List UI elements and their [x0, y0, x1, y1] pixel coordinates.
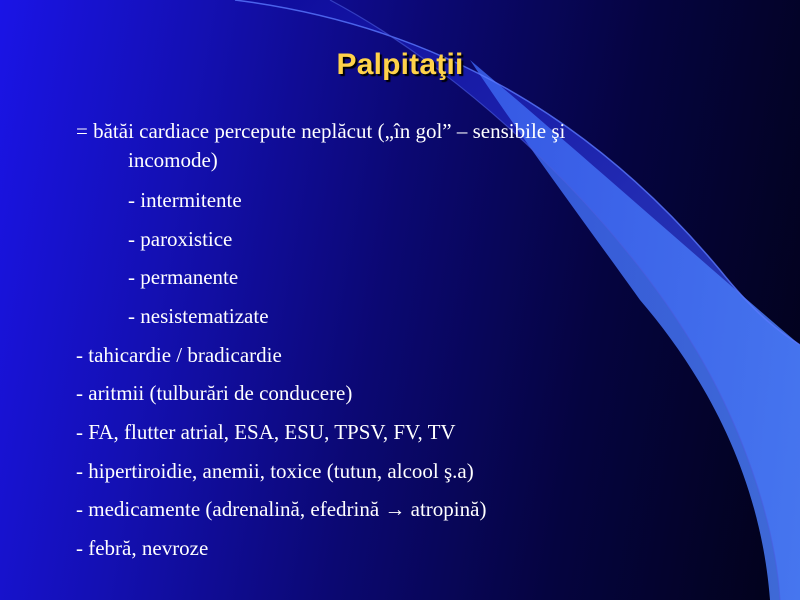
list-item-febra: - febră, nevroze — [76, 536, 209, 560]
slide-title: Palpitaţii — [336, 48, 464, 81]
list-item-medicamente: - medicamente (adrenalină, efedrină → atropină) — [76, 497, 487, 521]
sub-item-intermitente: - intermitente — [128, 188, 242, 212]
sub-item-paroxistice: - paroxistice — [128, 227, 233, 251]
sub-item-permanente: - permanente — [128, 265, 239, 289]
definition-line: = bătăi cardiace percepute neplăcut („în gol” – sensibile şi — [76, 119, 566, 143]
list-item-tahicardie: - tahicardie / bradicardie — [76, 343, 282, 367]
definition-line-continued: incomode) — [128, 148, 218, 172]
list-item-hipertiroidie: - hipertiroidie, anemii, toxice (tutun, alcool ş.a) — [76, 459, 474, 483]
sub-item-nesistematizate: - nesistematizate — [128, 304, 269, 328]
list-item-aritmii: - aritmii (tulburări de conducere) — [76, 381, 353, 405]
list-item-fa: - FA, flutter atrial, ESA, ESU, TPSV, FV, TV — [76, 420, 456, 444]
